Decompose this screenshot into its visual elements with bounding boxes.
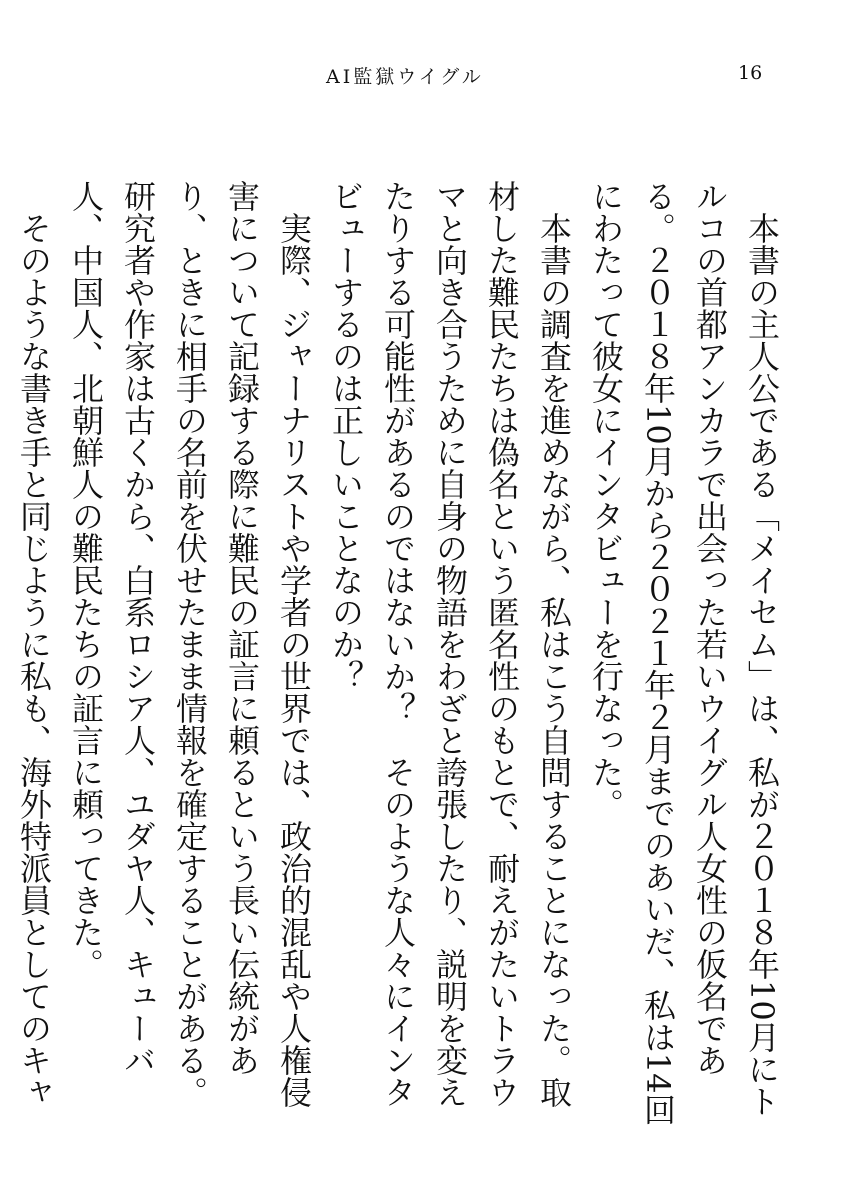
page-header [0,58,841,98]
paragraph: そのような書き手と同じように私も、海外特派員としてのキャ [15,212,53,1108]
paragraph: 本書の調査を進めながら、私はこう自問することになった。取材した難民たちは偽名という匿名性のもとで、耐えがたいトラウマと向き合うために自身の物語をわざと誇張したり、説明を変えたりする可能性があるのではないか？ そのような人々にインタビューするのは正しいことなのか？ [327,180,573,1108]
paragraph: 本書の主人公である「メイセム」は、私が２０１８年10月にトルコの首都アンカラで出会った若いウイグル人女性の仮名である。２０１８年10月から２０２１年２月までのあいだ、私は14回にわたって彼女にインタビューを行なった。 [587,180,781,1126]
page-number: 16 [738,62,763,84]
running-head-title: AI監獄ウイグル [326,66,484,88]
paragraph: 実際、ジャーナリストや学者の世界では、政治的混乱や人権侵害について記録する際に難民の証言に頼るという長い伝統があり、ときに相手の名前を伏せたまま情報を確定することがある。研究者や作家は古くから、白系ロシア人、ユダヤ人、キューバ人、中国人、北朝鮮人の難民たちの証言に頼ってきた。 [67,180,313,1108]
body-text [15,180,788,1130]
